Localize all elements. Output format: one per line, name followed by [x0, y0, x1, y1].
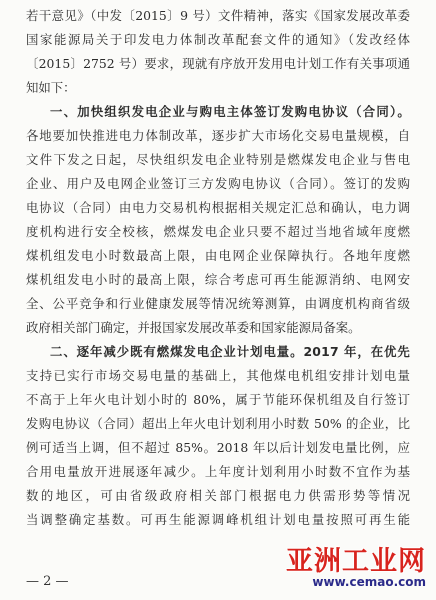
text-line: 知如下：: [26, 80, 76, 95]
text-line: 合用电量放开进展逐年减少。上年度计划利用小时数不宜作为基: [26, 464, 410, 479]
text-line: 煤机组发电小时的最高上限，综合考虑可再生能源消纳、电网安: [26, 272, 410, 287]
section-heading-1: 一、加快组织发电企业与购电主体签订发购电协议（合同）。: [50, 104, 410, 119]
watermark-logo: [286, 548, 426, 588]
text-line: 国家能源局关于印发电力体制改革配套文件的通知》（发改经体: [26, 32, 410, 47]
text-line: 数的地区，可由省级政府相关部门根据电力供需形势等情况: [26, 488, 410, 503]
text-line: 不高于上年火电计划小时的 80%，属于节能环保机组及自行签订: [26, 392, 410, 407]
text-line: 全、公平竞争和行业健康发展等情况统筹测算，由调度机构商省级: [26, 296, 410, 311]
text-line: 支持已实行市场交易电量的基础上，其他煤电机组安排计划电量: [26, 368, 410, 383]
watermark-brand: 亚洲工业网: [286, 546, 426, 577]
page-number: — 2 —: [26, 574, 69, 589]
text-line: 电协议（合同）由电力交易机构根据相关规定汇总和确认，电力调: [26, 200, 410, 215]
text-line: 政府相关部门确定，并报国家发展改革委和国家能源局备案。: [26, 320, 361, 335]
text-line: 〔2015〕2752 号）要求，现就有序放开发用电计划工作有关事项通: [26, 56, 410, 71]
text-line: 文件下发之日起，尽快组织发电企业特别是燃煤发电企业与售电: [26, 152, 410, 167]
text-line: 各地要加快推进电力体制改革，逐步扩大市场化交易电量规模，自: [26, 128, 410, 143]
text-line: 度机构进行安全校核，燃煤发电企业只要不超过当地省域年度燃: [26, 224, 410, 239]
text-line: 当调整确定基数。可再生能源调峰机组计划电量按照可再生能: [26, 512, 410, 527]
text-line: 企业、用户及电网企业签订三方发购电协议（合同）。签订的发购: [26, 176, 410, 191]
section-heading-2: 二、逐年减少既有燃煤发电企业计划电量。2017 年，在优先: [50, 344, 410, 359]
text-line: 例可适当上调，但不超过 85%。2018 年以后计划发电量比例，应: [26, 440, 410, 455]
watermark-url: www.cemao.com: [312, 575, 426, 589]
text-line: 发购电协议（合同）超出上年火电计划利用小时数 50% 的企业，比: [26, 416, 410, 431]
text-line: 煤机组发电小时数最高上限，由电网企业保障执行。各地年度燃: [26, 248, 410, 263]
text-line: 若干意见》（中发〔2015〕9 号）文件精神，落实《国家发展改革委: [26, 8, 410, 23]
